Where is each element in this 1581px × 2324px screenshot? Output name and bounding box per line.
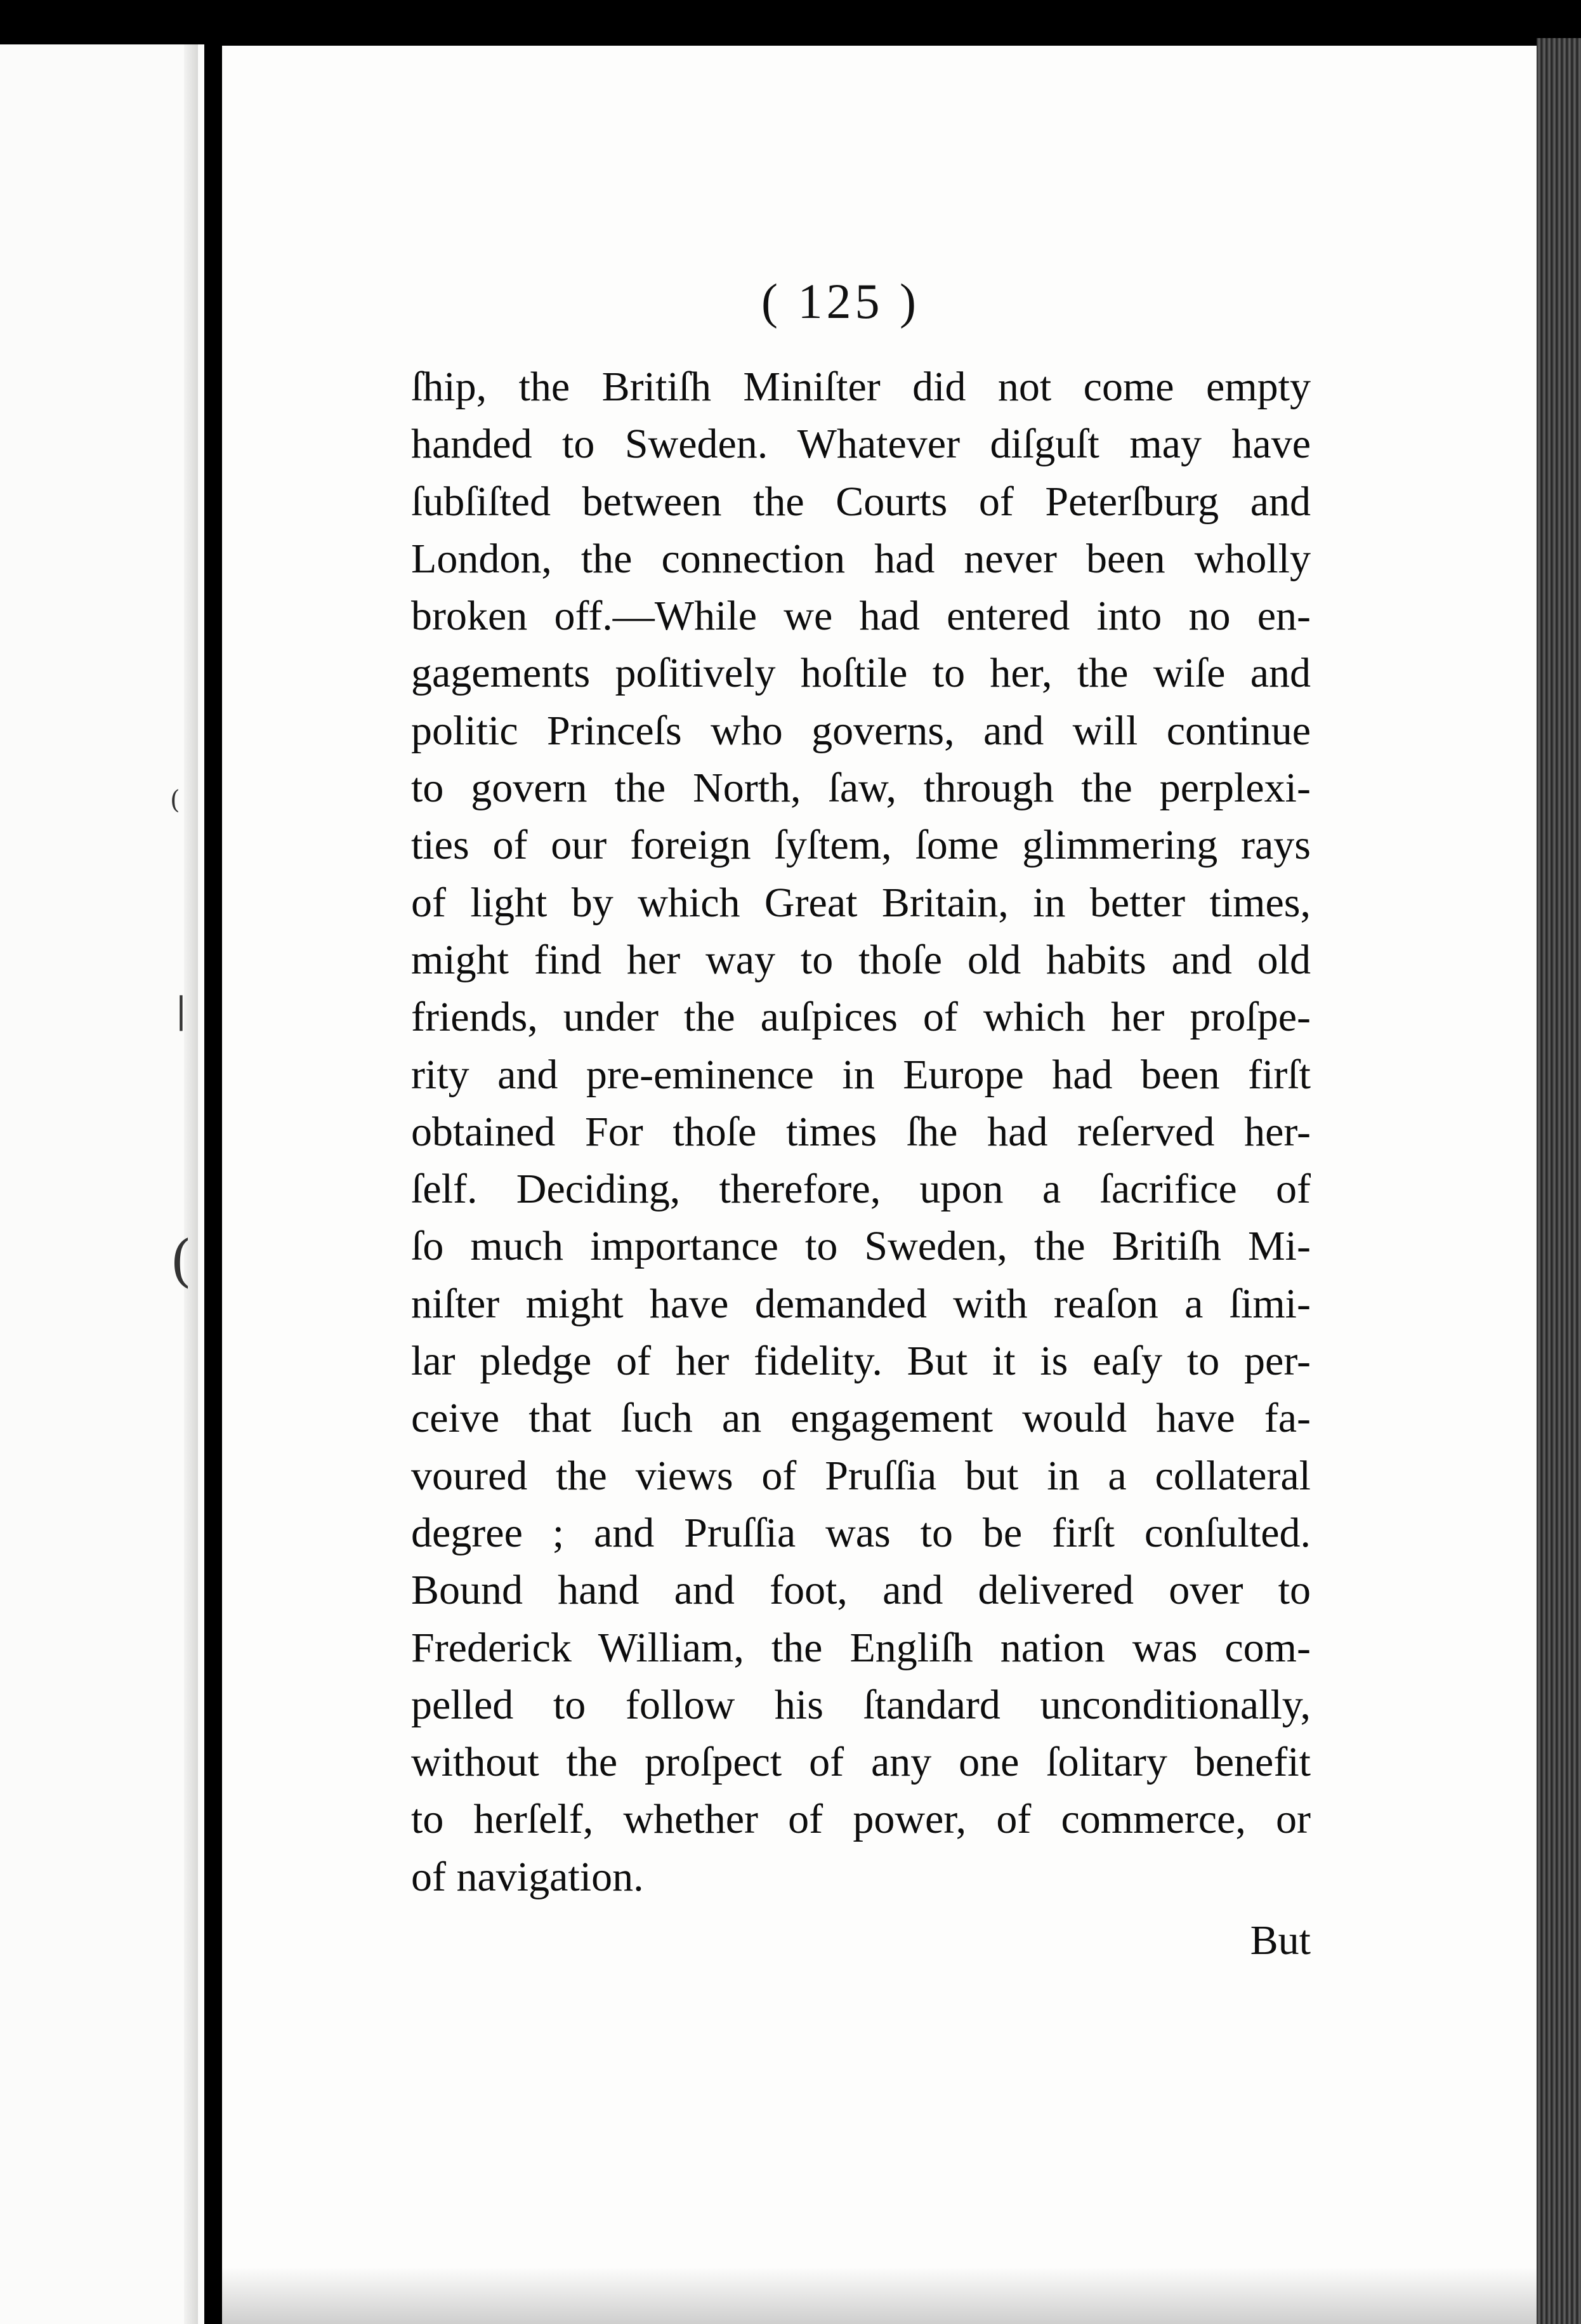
margin-mark: ( <box>170 1228 192 1293</box>
body-text <box>411 359 1311 1906</box>
text-line: ceive that ſuch an engagement would have fa- <box>411 1395 1311 1442</box>
text-line: gagements poſitively hoſtile to her, the wiſe and <box>411 650 1311 697</box>
margin-mark: | <box>175 990 187 1031</box>
text-line: ſhip, the Britiſh Miniſter did not come empty <box>411 364 1311 410</box>
text-line: politic Princeſs who governs, and will continue <box>411 707 1311 754</box>
text-line: lar pledge of her fidelity. But it is eaſy to per- <box>411 1338 1311 1385</box>
facing-page <box>0 44 204 2324</box>
book-gutter <box>204 38 222 2324</box>
text-line: voured the views of Pruſſia but in a collateral <box>411 1452 1311 1499</box>
text-line: without the proſpect of any one ſolitary benefit <box>411 1739 1311 1786</box>
margin-mark: ( <box>170 786 180 815</box>
page-stack-edge <box>1537 38 1581 2324</box>
facing-page-edge <box>184 44 198 2324</box>
text-line: Bound hand and foot, and delivered over to <box>411 1567 1311 1614</box>
text-line: niſter might have demanded with reaſon a ſimi- <box>411 1280 1311 1327</box>
page-number-header: ( 125 ) <box>761 274 920 329</box>
catchword: But <box>1250 1917 1311 1964</box>
text-line: of light by which Great Britain, in better times, <box>411 879 1311 926</box>
text-line: might find her way to thoſe old habits and old <box>411 936 1311 983</box>
text-line: of navigation. <box>411 1853 644 1900</box>
text-line: ſelf. Deciding, therefore, upon a ſacrifice of <box>411 1166 1311 1213</box>
text-line: obtained For thoſe times ſhe had reſerved her- <box>411 1108 1311 1155</box>
text-line: Frederick William, the Engliſh nation was com- <box>411 1624 1311 1671</box>
text-line: London, the connection had never been wholly <box>411 535 1311 582</box>
text-line: handed to Sweden. Whatever diſguſt may have <box>411 421 1311 468</box>
text-line: friends, under the auſpices of which her proſpe- <box>411 994 1311 1041</box>
text-line: ſubſiſted between the Courts of Peterſburg and <box>411 478 1311 525</box>
text-line: ties of our foreign ſyſtem, ſome glimmering rays <box>411 822 1311 869</box>
page-bottom-shadow <box>222 2267 1537 2324</box>
text-line: rity and pre-eminence in Europe had been firſt <box>411 1051 1311 1098</box>
text-line: ſo much importance to Sweden, the Britiſh Mi- <box>411 1223 1311 1270</box>
text-line: degree ; and Pruſſia was to be firſt conſulted. <box>411 1509 1311 1556</box>
text-line: pelled to follow his ſtandard unconditionally, <box>411 1681 1311 1728</box>
text-line: broken off.—While we had entered into no en- <box>411 593 1311 640</box>
text-line: to govern the North, ſaw, through the perplexi- <box>411 765 1311 812</box>
text-line: to herſelf, whether of power, of commerce, or <box>411 1796 1311 1843</box>
